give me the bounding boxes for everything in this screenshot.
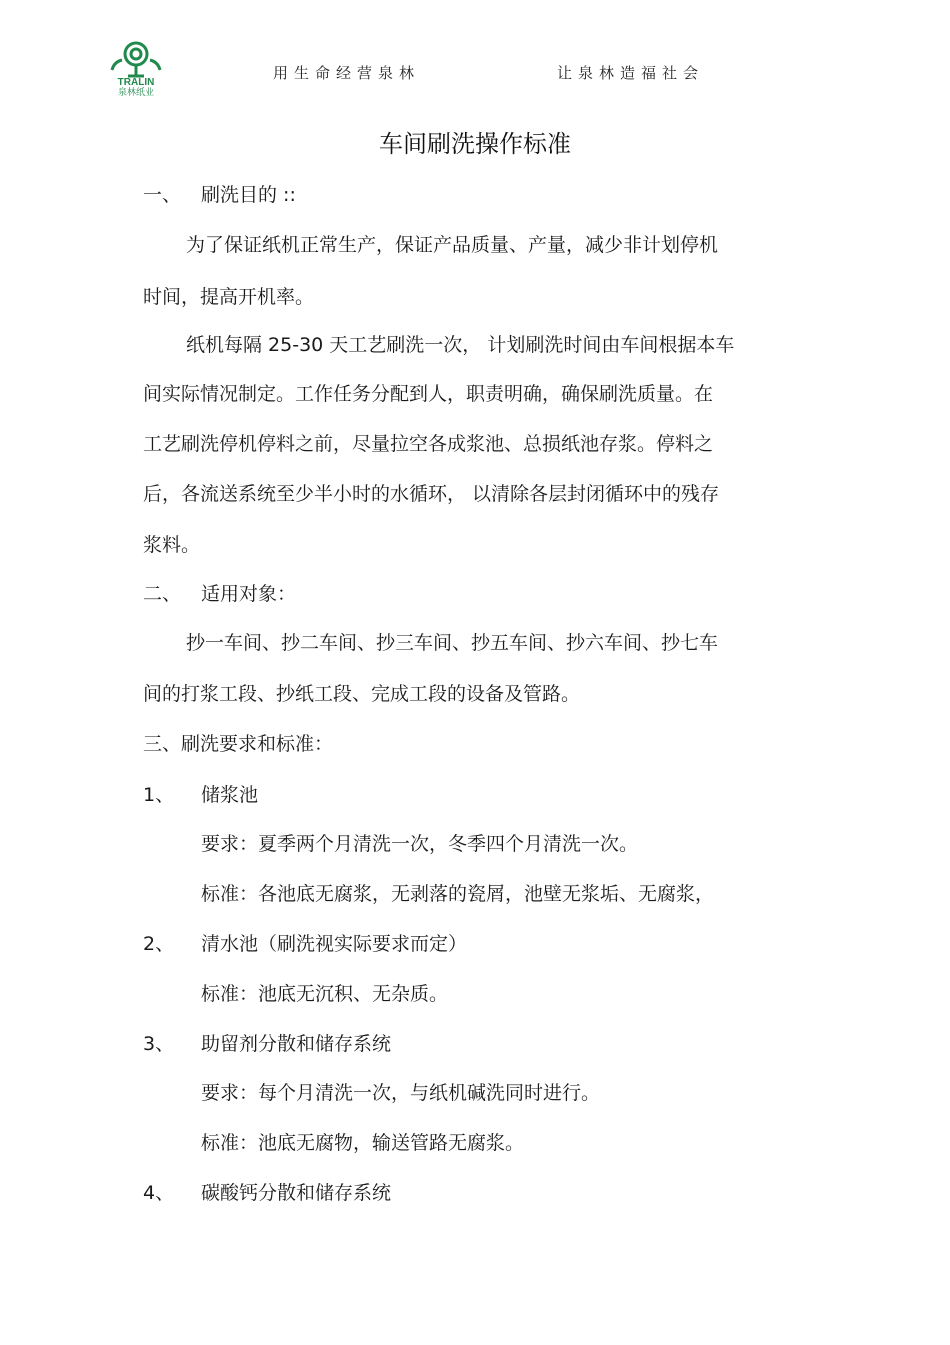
section2-heading: 适用对象： — [201, 583, 297, 605]
item3-heading-row — [143, 1029, 391, 1056]
item-number: 1、 — [143, 784, 175, 806]
slogan-right: 让泉林造福社会 — [557, 64, 705, 82]
slogan-left: 用生命经营泉林 — [273, 64, 421, 82]
section1-para1-line: 为了保证纸机正常生产，保证产品质量、产量，减少非计划停机 — [186, 234, 719, 256]
section1-marker: 一、 — [143, 184, 182, 206]
section1-para2-line: 纸机每隔 25-30 天工艺刷洗一次， 计划刷洗时间由车间根据本车 — [186, 334, 735, 356]
item-title: 碳酸钙分散和储存系统 — [201, 1182, 392, 1204]
item-number: 2、 — [143, 933, 175, 955]
item-standard: 标准：各池底无腐浆，无剥落的瓷屑，池壁无浆垢、无腐浆， — [201, 883, 715, 905]
item-title: 清水池（刷洗视实际要求而定） — [201, 933, 468, 955]
section1-para1-line: 时间，提高开机率。 — [143, 286, 315, 308]
item-title: 储浆池 — [201, 784, 259, 806]
section1-para2-line: 工艺刷洗停机停料之前，尽量拉空各成浆池、总损纸池存浆。停料之 — [143, 433, 714, 455]
tree-logo-icon — [100, 40, 172, 96]
section1-para2-line: 后，各流送系统至少半小时的水循环， 以清除各层封闭循环中的残存 — [143, 483, 720, 505]
section1-heading-row — [143, 180, 296, 207]
item-requirement: 要求：每个月清洗一次，与纸机碱洗同时进行。 — [201, 1082, 601, 1104]
item-standard: 标准：池底无腐物，输送管路无腐浆。 — [201, 1132, 525, 1154]
item2-heading-row — [143, 929, 467, 956]
section2-heading-row — [143, 579, 296, 606]
item4-heading-row — [143, 1178, 391, 1205]
section2-marker: 二、 — [143, 583, 182, 605]
item1-heading-row — [143, 780, 258, 807]
tralin-logo — [100, 40, 172, 96]
logo-text-en: TRALIN — [117, 77, 155, 88]
section1-heading: 刷洗目的 :: — [201, 184, 296, 206]
item-requirement: 要求：夏季两个月清洗一次，冬季四个月清洗一次。 — [201, 833, 639, 855]
page-title: 车间刷洗操作标准 — [379, 130, 571, 158]
item-number: 3、 — [143, 1033, 175, 1055]
item-title: 助留剂分散和储存系统 — [201, 1033, 392, 1055]
section3-heading: 三、刷洗要求和标准： — [143, 733, 334, 755]
section2-para-line: 抄一车间、抄二车间、抄三车间、抄五车间、抄六车间、抄七车 — [186, 632, 719, 654]
item-number: 4、 — [143, 1182, 175, 1204]
logo-text-cn: 泉林纸业 — [117, 88, 155, 96]
item-standard: 标准：池底无沉积、无杂质。 — [201, 983, 449, 1005]
section1-para2-line: 浆料。 — [143, 534, 201, 556]
section1-para2-line: 间实际情况制定。工作任务分配到人，职责明确，确保刷洗质量。在 — [143, 383, 714, 405]
section2-para-line: 间的打浆工段、抄纸工段、完成工段的设备及管路。 — [143, 683, 581, 705]
